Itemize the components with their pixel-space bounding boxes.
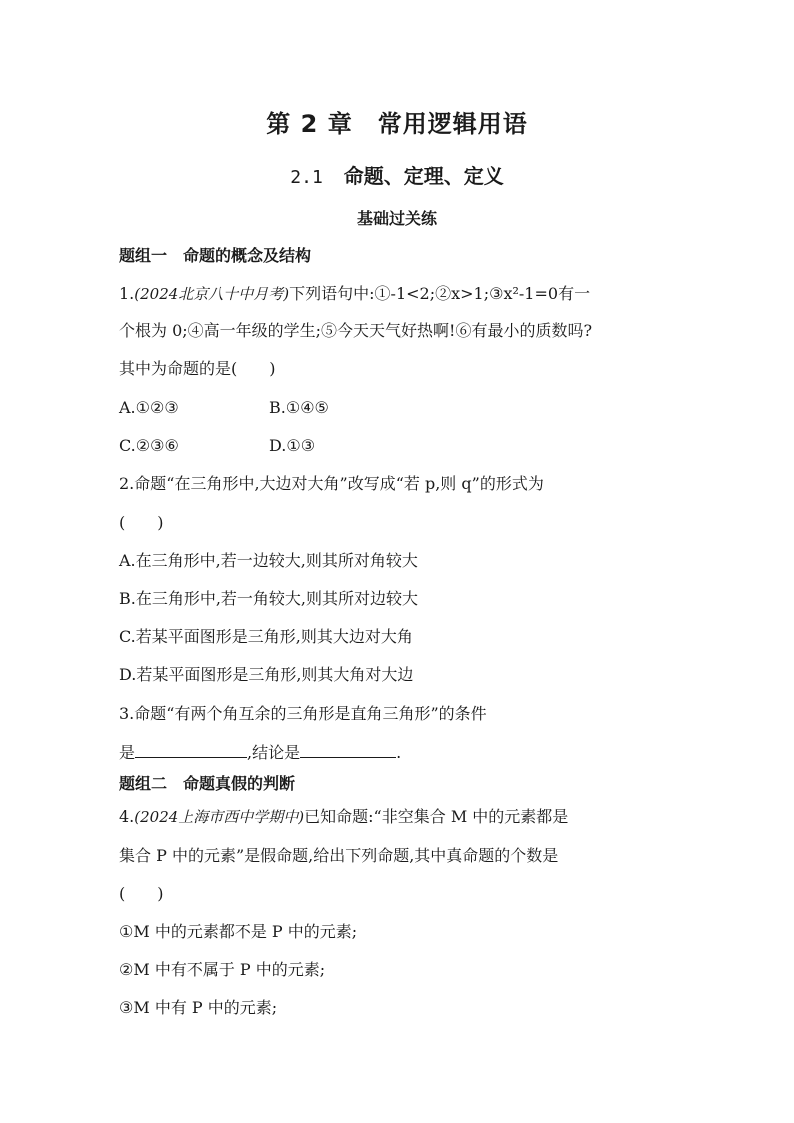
- group-title-2: 题组二 命题真假的判断: [119, 774, 296, 793]
- q1-line-2: 个根为 0;④高一年级的学生;⑤今天天气好热啊!⑥有最小的质数吗?: [119, 321, 593, 340]
- q1-source: (2024北京八十中月考): [134, 285, 290, 303]
- q4-line-1: [119, 806, 568, 828]
- q4-line-3: ( ): [119, 884, 164, 903]
- q2-line-1: 2.命题“在三角形中,大边对大角”改写成“若 p,则 q”的形式为: [119, 474, 544, 493]
- q4-text-1: 已知命题:“非空集合 M 中的元素都是: [304, 807, 569, 826]
- q2-option-c: C.若某平面图形是三角形,则其大边对大角: [119, 627, 413, 646]
- q4-line-2: 集合 P 中的元素”是假命题,给出下列命题,其中真命题的个数是: [119, 846, 559, 865]
- q2-option-d: D.若某平面图形是三角形,则其大角对大边: [119, 665, 414, 684]
- q4-item-3: ③M 中有 P 中的元素;: [119, 998, 278, 1017]
- q3-condition-blank[interactable]: [135, 741, 247, 758]
- q3-line-2: [119, 741, 401, 764]
- q2-line-2: ( ): [119, 513, 164, 532]
- q1-number: 1.: [119, 284, 135, 303]
- q4-item-1: ①M 中的元素都不是 P 中的元素;: [119, 922, 358, 941]
- q2-option-a: A.在三角形中,若一边较大,则其所对角较大: [119, 551, 418, 570]
- q4-number: 4.: [119, 807, 135, 826]
- q1-line-3: 其中为命题的是( ): [119, 359, 276, 378]
- group-title-1: 题组一 命题的概念及结构: [119, 246, 312, 265]
- q4-source: (2024上海市西中学期中): [134, 808, 305, 826]
- q1-option-d: D.①③: [269, 436, 316, 455]
- q3-text-a: 是: [119, 743, 136, 762]
- q4-item-2: ②M 中有不属于 P 中的元素;: [119, 960, 326, 979]
- q1-option-b: B.①④⑤: [269, 398, 329, 417]
- q3-text-b: ,结论是: [247, 743, 301, 762]
- q1-text-1: 下列语句中:①-1<2;②x>1;③x²-1=0有一: [289, 284, 591, 303]
- q1-option-c: C.②③⑥: [119, 436, 179, 455]
- q3-text-c: .: [396, 743, 402, 762]
- q1-line-1: [119, 283, 590, 305]
- section-number: 2.1: [290, 167, 323, 188]
- section-name: 命题、定理、定义: [343, 164, 504, 188]
- q2-option-b: B.在三角形中,若一角较大,则其所对边较大: [119, 589, 419, 608]
- section-title: [0, 160, 794, 189]
- subsection-title: 基础过关练: [356, 209, 437, 228]
- q3-conclusion-blank[interactable]: [300, 741, 396, 758]
- q1-option-a: A.①②③: [119, 398, 179, 417]
- q3-line-1: 3.命题“有两个角互余的三角形是直角三角形”的条件: [119, 704, 487, 723]
- chapter-title: 第 2 章 常用逻辑用语: [266, 110, 528, 138]
